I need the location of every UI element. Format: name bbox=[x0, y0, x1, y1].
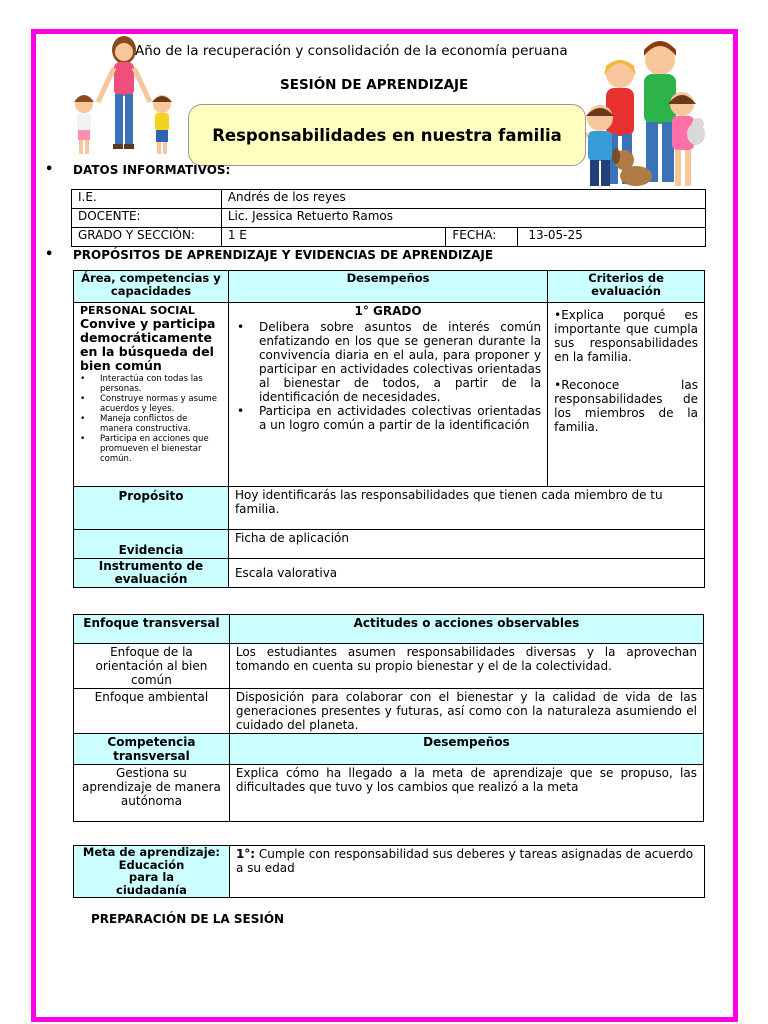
table-row bbox=[74, 689, 704, 734]
competencia-transversal: Gestiona su aprendizaje de manera autónoma bbox=[74, 765, 230, 822]
list-item: • Participa en actividades colectivas orientadas a un logro común a partir de la identificación bbox=[235, 404, 541, 432]
bullet-icon: • bbox=[45, 247, 54, 262]
datos-heading bbox=[45, 162, 231, 177]
col-desempenos-transversal: Desempeños bbox=[229, 734, 703, 765]
competencia-desempeno: Explica cómo ha llegado a la meta de aprendizaje que se propuso, las dificultades que tuvo y los cambios que realizó a la meta bbox=[229, 765, 703, 822]
ie-label: I.E. bbox=[72, 190, 222, 209]
fecha-label: FECHA: bbox=[446, 228, 518, 247]
enfoque-2: Enfoque ambiental bbox=[74, 689, 230, 734]
propositos-table bbox=[73, 270, 705, 588]
table-row bbox=[74, 765, 704, 822]
enfoque-1: Enfoque de la orientación al bien común bbox=[74, 644, 230, 689]
col-actitudes: Actitudes o acciones observables bbox=[229, 615, 703, 644]
meta-value bbox=[229, 846, 704, 898]
actitud-2: Disposición para colaborar con el bienestar y la calidad de vida de las generaciones presentes y futuras, así como con la naturaleza asumiendo el cuidado del planeta. bbox=[229, 689, 703, 734]
meta-text: Cumple con responsabilidad sus deberes y tareas asignadas de acuerdo a su edad bbox=[235, 847, 694, 875]
table-row bbox=[74, 615, 704, 644]
table-row bbox=[74, 487, 705, 530]
criterios-cell bbox=[548, 303, 705, 487]
fecha-value: 13-05-25 bbox=[518, 228, 706, 247]
instrumento-label: Instrumento de evaluación bbox=[74, 559, 229, 588]
grade-label: 1° GRADO bbox=[354, 304, 422, 318]
table-row bbox=[72, 190, 706, 209]
criterio-1: •Explica porqué es importante que cumpla sus responsabilidades en la familia. bbox=[554, 308, 698, 364]
year-motto: Año de la recuperación y consolidación de la economía peruana bbox=[135, 43, 568, 59]
actitud-1: Los estudiantes asumen responsabilidades diversas y la aprovechan tomando en cuenta su propio bienestar y el de la colectividad. bbox=[229, 644, 703, 689]
docente-label: DOCENTE: bbox=[72, 209, 222, 228]
session-title: SESIÓN DE APRENDIZAJE bbox=[280, 77, 469, 93]
family-illustration bbox=[564, 36, 714, 194]
evidencia-label: Evidencia bbox=[74, 530, 229, 559]
table-row bbox=[74, 303, 705, 487]
criterio-2: •Reconoce las responsabilidades de los miembros de la familia. bbox=[554, 378, 698, 434]
datos-heading-text: DATOS INFORMATIVOS: bbox=[73, 163, 231, 177]
datos-table bbox=[71, 189, 706, 247]
meta-label-line1: Meta de aprendizaje: bbox=[82, 845, 221, 859]
table-row bbox=[74, 846, 705, 898]
list-item: • Maneja conflictos de manera constructiva. bbox=[80, 414, 222, 434]
table-row bbox=[74, 734, 704, 765]
desempenos-cell bbox=[228, 303, 547, 487]
grado-value: 1 E bbox=[221, 228, 446, 247]
preparacion-heading: PREPARACIÓN DE LA SESIÓN bbox=[91, 912, 285, 926]
table-row bbox=[74, 559, 705, 588]
enfoques-table bbox=[73, 614, 704, 822]
desempenos-list bbox=[235, 320, 541, 432]
col-enfoque: Enfoque transversal bbox=[74, 615, 230, 644]
area-cell bbox=[74, 303, 229, 487]
col-desempenos: Desempeños bbox=[228, 271, 547, 303]
instrumento-value: Escala valorativa bbox=[228, 559, 704, 588]
propositos-heading-text: PROPÓSITOS DE APRENDIZAJE Y EVIDENCIAS DE APRENDIZAJE bbox=[73, 248, 494, 262]
col-competencia: Competencia transversal bbox=[74, 734, 230, 765]
proposito-value: Hoy identificarás las responsabilidades que tienen cada miembro de tu familia. bbox=[228, 487, 704, 530]
bullet-icon: • bbox=[45, 162, 54, 177]
lesson-title-box bbox=[188, 104, 586, 166]
propositos-heading bbox=[45, 247, 494, 262]
col-criterios: Criterios de evaluación bbox=[548, 271, 705, 303]
meta-label bbox=[74, 846, 230, 898]
proposito-label: Propósito bbox=[74, 487, 229, 530]
evidencia-value: Ficha de aplicación bbox=[228, 530, 704, 559]
capacidades-list bbox=[80, 374, 222, 464]
list-item: • Interactúa con todas las personas. bbox=[80, 374, 222, 394]
table-row bbox=[74, 271, 705, 303]
meta-table bbox=[73, 845, 705, 898]
table-row bbox=[72, 228, 706, 247]
table-row bbox=[72, 209, 706, 228]
meta-label-line2: Educación para la ciudadanía bbox=[116, 857, 187, 897]
list-item: • Delibera sobre asuntos de interés común enfatizando en los que se generan durante la convivencia diaria en el aula, para proponer y participar en actividades colectivas orientadas al bienestar de todos, a partir de la identificación de necesidades. bbox=[235, 320, 541, 404]
grado-label: GRADO Y SECCIÓN: bbox=[72, 228, 222, 247]
docente-value: Lic. Jessica Retuerto Ramos bbox=[221, 209, 705, 228]
ie-value: Andrés de los reyes bbox=[221, 190, 705, 209]
list-item: • Participa en acciones que promueven el bienestar común. bbox=[80, 434, 222, 464]
meta-grade: 1°: bbox=[235, 847, 256, 861]
table-row bbox=[74, 530, 705, 559]
col-area: Área, competencias y capacidades bbox=[74, 271, 229, 303]
lesson-title: Responsabilidades en nuestra familia bbox=[212, 125, 562, 145]
area-name: PERSONAL SOCIAL bbox=[80, 304, 195, 317]
competencia-name: Convive y participa democráticamente en la búsqueda del bien común bbox=[80, 316, 216, 373]
table-row bbox=[74, 644, 704, 689]
list-item: • Construye normas y asume acuerdos y leyes. bbox=[80, 394, 222, 414]
